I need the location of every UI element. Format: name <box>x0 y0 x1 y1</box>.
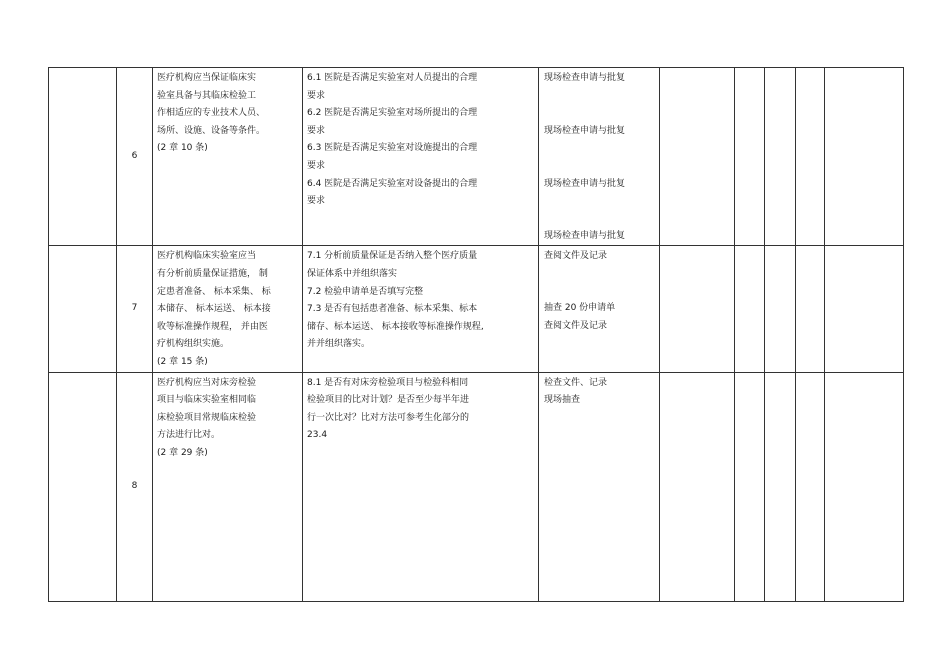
method-line: 现场检查申请与批复 <box>544 230 626 241</box>
check-line: 6.3 医院是否满足实验室对设施提出的合理 <box>307 143 478 154</box>
requirement-line: (2 章 10 条) <box>157 143 208 154</box>
blank-cell <box>825 68 904 246</box>
blank-cell <box>796 68 825 246</box>
check-line: 6.4 医院是否满足实验室对设备提出的合理 <box>307 178 478 189</box>
blank-cell <box>49 246 117 372</box>
check-method-cell <box>539 246 660 372</box>
check-line: 8.1 是否有对床旁检验项目与检验科相同 <box>307 377 469 388</box>
requirement-line: 项目与临床实验室相同临 <box>157 395 257 406</box>
method-line: 现场检查申请与批复 <box>544 125 626 136</box>
row-number: 6 <box>117 68 153 246</box>
method-line: 查阅文件及记录 <box>544 320 608 331</box>
check-item-cell <box>303 68 539 246</box>
blank-cell <box>796 246 825 372</box>
check-item-cell <box>303 246 539 372</box>
requirement-line: 场所、设施、设备等条件。 <box>157 125 266 136</box>
blank-cell <box>660 246 735 372</box>
requirement-line: 医疗机构应当对床旁检验 <box>157 377 257 388</box>
check-line: 要求 <box>307 125 326 136</box>
check-method-cell <box>539 372 660 601</box>
check-line: 储存、标本运送、 标本接收等标准操作规程, <box>307 321 484 332</box>
requirement-line: 疗机构组织实施。 <box>157 339 230 350</box>
blank-cell <box>735 246 765 372</box>
requirement-line: 定患者准备、 标本采集、 标 <box>157 286 271 297</box>
requirement-line: 医疗机构应当保证临床实 <box>157 73 257 83</box>
requirement-line: 有分析前质量保证措施， 制 <box>157 268 268 279</box>
blank-cell <box>660 372 735 601</box>
requirement-line: 本储存、 标本运送、 标本接 <box>157 304 271 315</box>
requirement-cell <box>153 372 303 601</box>
requirement-line: 收等标准操作规程， 并由医 <box>157 321 268 332</box>
inspection-checklist-table <box>48 67 904 602</box>
requirement-line: 作相适应的专业技术人员、 <box>157 108 266 119</box>
method-line: 现场检查申请与批复 <box>544 179 626 190</box>
requirement-line: 验室具备与其临床检验工 <box>157 90 257 101</box>
table-row <box>49 68 904 246</box>
check-line: 要求 <box>307 90 326 101</box>
requirement-cell <box>153 68 303 246</box>
table-row <box>49 246 904 372</box>
check-line: 保证体系中并组织落实 <box>307 268 398 279</box>
check-line: 7.2 检验申请单是否填写完整 <box>307 286 424 297</box>
blank-cell <box>765 372 796 601</box>
blank-cell <box>825 372 904 601</box>
requirement-line: 床检验项目常规临床检验 <box>157 412 257 423</box>
check-line: 6.2 医院是否满足实验室对场所提出的合理 <box>307 108 478 119</box>
blank-cell <box>765 68 796 246</box>
check-line: 7.3 是否有包括患者准备、标本采集、标本 <box>307 304 478 315</box>
row-number: 7 <box>117 246 153 372</box>
row-number: 8 <box>117 372 153 601</box>
check-line: 行一次比对？比对方法可参考生化部分的 <box>307 412 470 423</box>
check-line: 并并组织落实。 <box>307 339 371 350</box>
check-line: 6.1 医院是否满足实验室对人员提出的合理 <box>307 73 478 83</box>
blank-cell <box>796 372 825 601</box>
requirement-line: (2 章 29 条) <box>157 447 208 458</box>
requirement-line: 医疗机构临床实验室应当 <box>157 251 257 262</box>
method-line: 抽查 20 份申请单 <box>544 302 616 313</box>
blank-cell <box>735 68 765 246</box>
requirement-cell <box>153 246 303 372</box>
check-line: 要求 <box>307 160 326 171</box>
requirement-line: (2 章 15 条) <box>157 356 208 367</box>
check-line: 7.1 分析前质量保证是否纳入整个医疗质量 <box>307 251 478 262</box>
requirement-line: 方法进行比对。 <box>157 430 221 441</box>
method-line: 查阅文件及记录 <box>544 251 608 262</box>
check-line: 23.4 <box>307 430 328 441</box>
check-line: 要求 <box>307 196 326 207</box>
blank-cell <box>765 246 796 372</box>
blank-cell <box>49 372 117 601</box>
method-line: 现场抽查 <box>544 395 581 406</box>
table-row <box>49 372 904 601</box>
blank-cell <box>735 372 765 601</box>
check-item-cell <box>303 372 539 601</box>
blank-cell <box>660 68 735 246</box>
blank-cell <box>49 68 117 246</box>
check-line: 检验项目的比对计划？是否至少每半年进 <box>307 395 470 406</box>
blank-cell <box>825 246 904 372</box>
method-line: 现场检查申请与批复 <box>544 73 626 83</box>
check-method-cell <box>539 68 660 246</box>
method-line: 检查文件、记录 <box>544 377 608 388</box>
